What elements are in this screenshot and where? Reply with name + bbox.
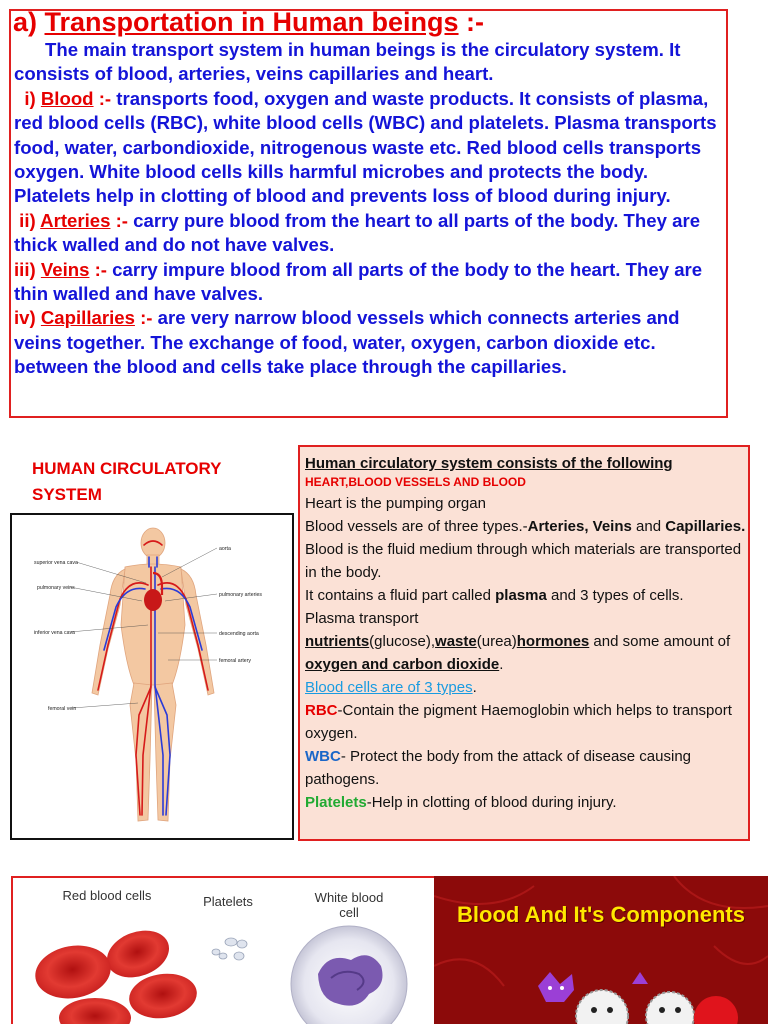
label-red-blood-cells: Red blood cells — [62, 888, 152, 903]
cells-illustration — [13, 878, 437, 1024]
arteries-term: Arteries — [40, 209, 111, 231]
transport-body — [14, 38, 728, 380]
cartoon-cells — [538, 972, 738, 1024]
heart-shape — [144, 589, 162, 611]
label-aorta: aorta — [219, 546, 231, 552]
circulatory-illustration — [12, 515, 292, 838]
vessels-line: Blood vessels are of three types.-Arteries, Veins and Capillaries. — [305, 518, 746, 535]
wbc-line: WBC- Protect the body from the attack of disease causing pathogens. — [305, 748, 692, 788]
info-heading: Human circulatory system consists of the following — [305, 455, 673, 472]
white-blood-cell — [291, 926, 407, 1024]
banner-illustration — [434, 876, 768, 1024]
intro-paragraph: The main transport system in human beings is the circulatory system. It consists of blood, arteries, veins capillaries and heart. — [14, 39, 681, 85]
heart-line: Heart is the pumping organ — [305, 495, 486, 512]
section-title: a) Transportation in Human beings :- — [13, 9, 485, 37]
capillaries-paragraph: iv) Capillaries :- are very narrow blood vessels which connects arteries and veins together. The exchange of food, water, oxygen, carbon dioxide etc. between the blood and cells take place through the capillaries. — [14, 307, 680, 378]
label-pulmonary-veins: pulmonary veins — [37, 585, 75, 591]
banner-title: Blood And It's Components — [457, 902, 745, 927]
circulatory-heading: HUMAN CIRCULATORY SYSTEM — [32, 459, 222, 504]
blood-line: Blood is the fluid medium through which materials are transported in the body. — [305, 541, 742, 581]
blood-cells-link[interactable]: Blood cells are of 3 types — [305, 679, 473, 696]
label-descending-aorta: descending aorta — [219, 631, 259, 637]
capillaries-term: Capillaries — [40, 307, 135, 329]
red-blood-cells — [31, 922, 200, 1024]
plasma-transport-line: Plasma transport — [305, 610, 419, 627]
plasma-line: It contains a fluid part called plasma and 3 types of cells. — [305, 587, 684, 604]
nutrients-line: nutrients(glucose),waste(urea)hormones and some amount of oxygen and carbon dioxide. — [305, 633, 731, 673]
blood-components-banner — [434, 876, 768, 1024]
platelet-cells — [212, 938, 247, 960]
info-text — [305, 452, 749, 814]
label-pulmonary-arteries: pulmonary arteries — [219, 592, 262, 598]
title-text: Transportation in Human beings — [44, 9, 459, 37]
label-white-blood-cell: White blood cell — [314, 890, 384, 920]
label-platelets: Platelets — [203, 894, 253, 909]
transport-section — [9, 9, 728, 418]
arteries-paragraph: ii) Arteries :- carry pure blood from the heart to all parts of the body. They are thick walled and do not have valves. — [14, 209, 701, 256]
circulatory-diagram — [10, 513, 294, 840]
label-femoral-artery: femoral artery — [219, 658, 251, 664]
info-box — [298, 445, 750, 841]
info-subheading: HEART,BLOOD VESSELS AND BLOOD — [305, 475, 526, 489]
blood-cells-figure — [11, 876, 439, 1024]
blood-term: Blood — [40, 87, 94, 109]
veins-term: Veins — [40, 258, 90, 280]
blood-paragraph: i) Blood :- transports food, oxygen and waste products. It consists of plasma, red blood cells (RBC), white blood cells (WBC) and platelets. Plasma transports food, water, carbondioxide, nitrogenous waste etc. Red blood cells transports oxygen. White blood cells kills harmful microbes and protects the body. Platelets help in clotting of blood and prevents loss of blood during injury. — [14, 87, 717, 207]
cells-types-line: Blood cells are of 3 types. — [305, 679, 477, 696]
platelets-line: Platelets-Help in clotting of blood during injury. — [305, 794, 617, 811]
label-superior-vena-cava: superior vena cava — [34, 560, 78, 566]
banner-vessel-pattern — [434, 876, 768, 986]
rbc-line: RBC-Contain the pigment Haemoglobin which helps to transport oxygen. — [305, 702, 732, 742]
label-femoral-vein: femoral vein — [48, 706, 77, 712]
label-inferior-vena-cava: inferior vena cava — [34, 630, 75, 636]
veins-paragraph: iii) Veins :- carry impure blood from all parts of the body to the heart. They are thin walled and have valves. — [14, 258, 703, 305]
